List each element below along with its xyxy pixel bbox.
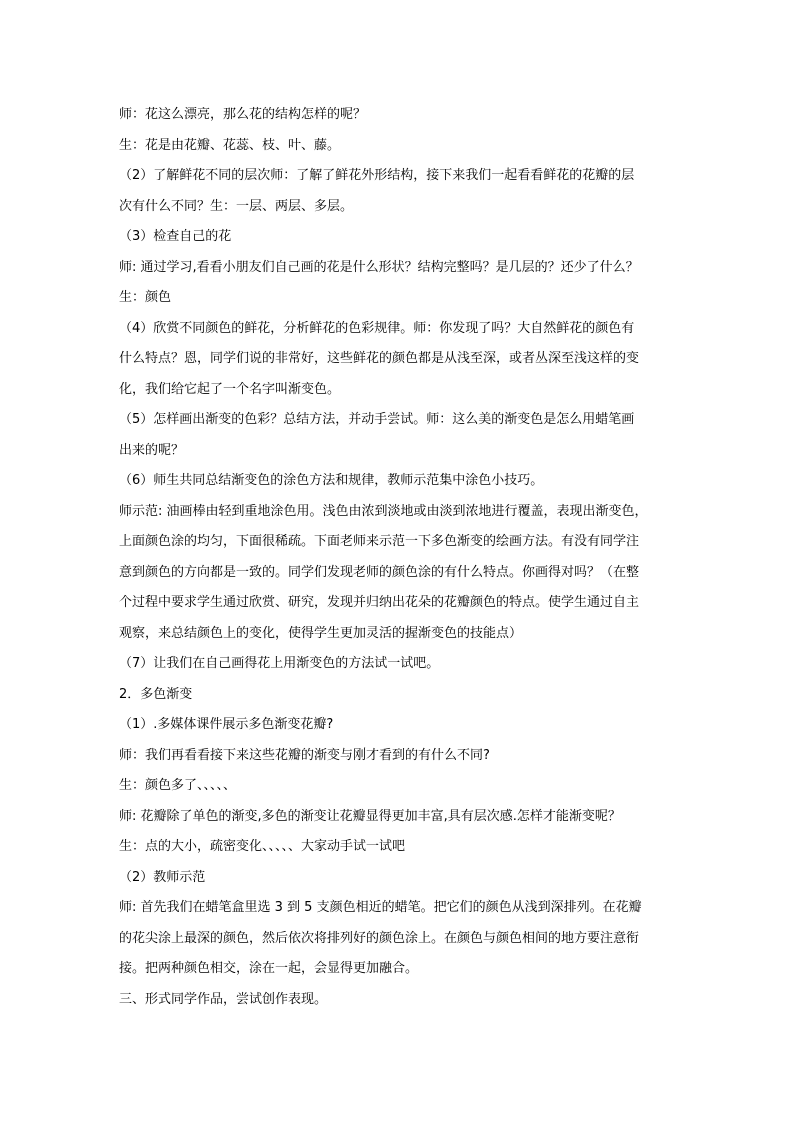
text-line: （1）.多媒体课件展示多色渐变花瓣?: [119, 717, 334, 732]
text-line: 三、形式同学作品，尝试创作表现。: [119, 991, 328, 1007]
text-line: 生：花是由花瓣、花蕊、枝、叶、藤。: [119, 137, 341, 153]
text-line: 2．多色渐变: [119, 686, 193, 702]
text-line: 什么特点？恩，同学们说的非常好，这些鲜花的颜色都是从浅至深，或者丛深至浅这样的变: [119, 351, 640, 366]
text-line: 师：花这么漂亮，那么花的结构怎样的呢？: [119, 107, 367, 122]
text-line: 生：点的大小，疏密变化、、、、、大家动手试一试吧: [119, 839, 406, 854]
text-line: （6）师生共同总结渐变色的涂色方法和规律，教师示范集中涂色小技巧。: [119, 473, 544, 488]
text-line: 师: 首先我们在蜡笔盒里选 3 到 5 支颜色相近的蜡笔。把它们的颜色从浅到深排列。在花瓣: [119, 900, 642, 915]
text-line: （2）了解鲜花不同的层次师：了解了鲜花外形结构，接下来我们一起看看鲜花的花瓣的层: [119, 168, 635, 183]
text-line: （5）怎样画出渐变的色彩？总结方法，并动手尝试。师：这么美的渐变色是怎么用蜡笔画: [119, 412, 635, 427]
text-line: 生：颜色多了、、、、、: [119, 778, 237, 793]
text-line: 师: 花瓣除了单色的渐变,多色的渐变让花瓣显得更加丰富,具有层次感.怎样才能渐变呢？: [119, 808, 621, 824]
text-line: （2）教师示范: [119, 869, 206, 885]
text-line: 次有什么不同？生：一层、两层、多层。: [119, 198, 354, 214]
text-line: （4）欣赏不同颜色的鲜花，分析鲜花的色彩规律。师：你发现了吗？大自然鲜花的颜色有: [119, 320, 635, 336]
text-line: 意到颜色的方向都是一致的。同学们发现老师的颜色涂的有什么特点。你画得对吗？（在整: [119, 564, 640, 580]
text-line: 上面颜色涂的均匀，下面很稀疏。下面老师来示范一下多色渐变的绘画方法。有没有同学注: [119, 534, 640, 549]
text-line: 的花尖涂上最深的颜色，然后依次将排列好的颜色涂上。在颜色与颜色相间的地方要注意衔: [119, 930, 640, 946]
text-line: （7）让我们在自己画得花上用渐变色的方法试一试吧。: [119, 656, 440, 671]
text-line: 观察，来总结颜色上的变化，使得学生更加灵活的握渐变色的技能点）: [119, 625, 523, 641]
text-line: （3）检查自己的花: [119, 229, 232, 244]
document-body: [119, 100, 679, 1015]
text-line: 师：我们再看看接下来这些花瓣的渐变与刚才看到的有什么不同?: [119, 747, 490, 763]
text-line: 接。把两种颜色相交，涂在一起，会显得更加融合。: [119, 961, 419, 976]
text-line: 化，我们给它起了一个名字叫渐变色。: [119, 381, 341, 397]
text-line: 生：颜色: [119, 290, 172, 305]
text-line: 师: 通过学习,看看小朋友们自己画的花是什么形状？结构完整吗？是几层的？还少了什么？: [119, 259, 639, 275]
text-line: 出来的呢？: [119, 442, 185, 458]
text-line: 个过程中要求学生通过欣赏、研究，发现并归纳出花朵的花瓣颜色的特点。使学生通过自主: [119, 595, 640, 610]
text-line: 师示范: 油画棒由轻到重地涂色用。浅色由浓到淡地或由淡到浓地进行覆盖，表现出渐变色，: [119, 503, 648, 519]
